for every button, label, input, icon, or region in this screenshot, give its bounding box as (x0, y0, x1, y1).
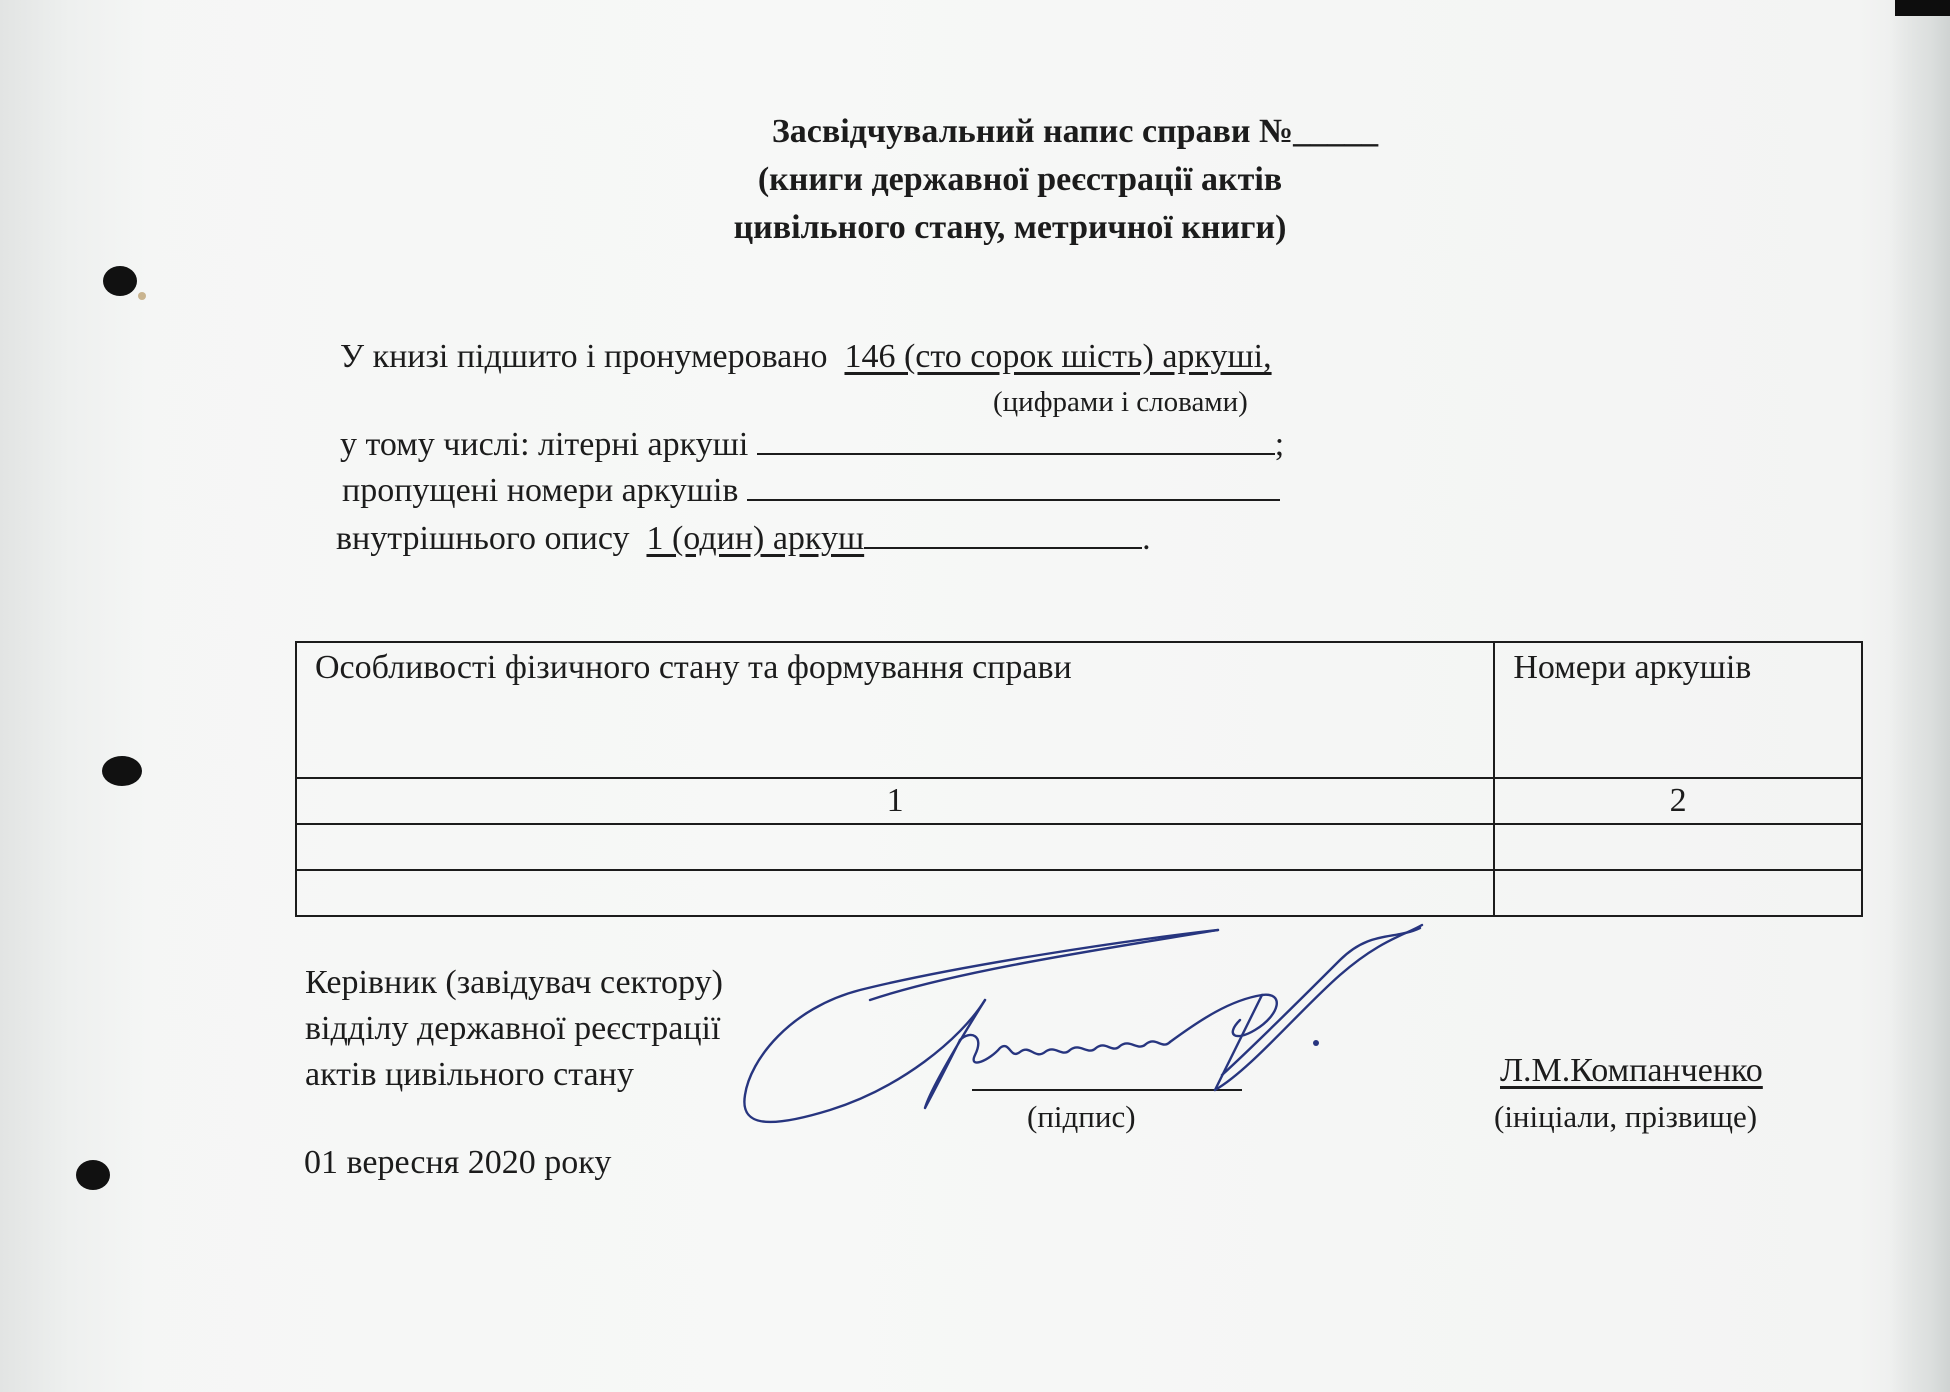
role-line-2: відділу державної реєстрації (305, 1010, 721, 1047)
header-features: Особливості фізичного стану та формування справи (296, 642, 1494, 778)
column-number-2: 2 (1494, 778, 1862, 824)
signatory-name: Л.М.Компанченко (1500, 1052, 1763, 1089)
letter-sheets-end: ; (1274, 426, 1285, 463)
sheets-count-hint: (цифрами і словами) (993, 386, 1248, 418)
header-sheet-numbers: Номери аркушів (1494, 642, 1862, 778)
title-line-2: (книги державної реєстрації актів (757, 161, 1283, 198)
inner-inventory-end: . (1142, 520, 1151, 557)
name-caption: (ініціали, прізвище) (1494, 1099, 1758, 1134)
role-line-3: актів цивільного стану (305, 1056, 634, 1093)
sheets-count-label: У книзі підшито і пронумеровано (340, 338, 828, 375)
letter-sheets-label: у тому числі: літерні аркуші (340, 426, 749, 463)
inner-inventory-label: внутрішнього опису (336, 520, 630, 557)
document-date: 01 вересня 2020 року (304, 1144, 612, 1181)
missing-numbers-label: пропущені номери аркушів (342, 472, 739, 509)
title-line-3: цивільного стану, метричної книги) (733, 209, 1287, 246)
title-line-1: Засвідчувальний напис справи №_____ (771, 113, 1379, 150)
signature-caption: (підпис) (1027, 1099, 1136, 1134)
inner-inventory-value: 1 (один) аркуш (646, 520, 865, 557)
role-line-1: Керівник (завідувач сектору) (305, 964, 723, 1001)
sheets-count-value: 146 (сто сорок шість) аркуші, (844, 338, 1272, 375)
column-number-1: 1 (296, 778, 1494, 824)
